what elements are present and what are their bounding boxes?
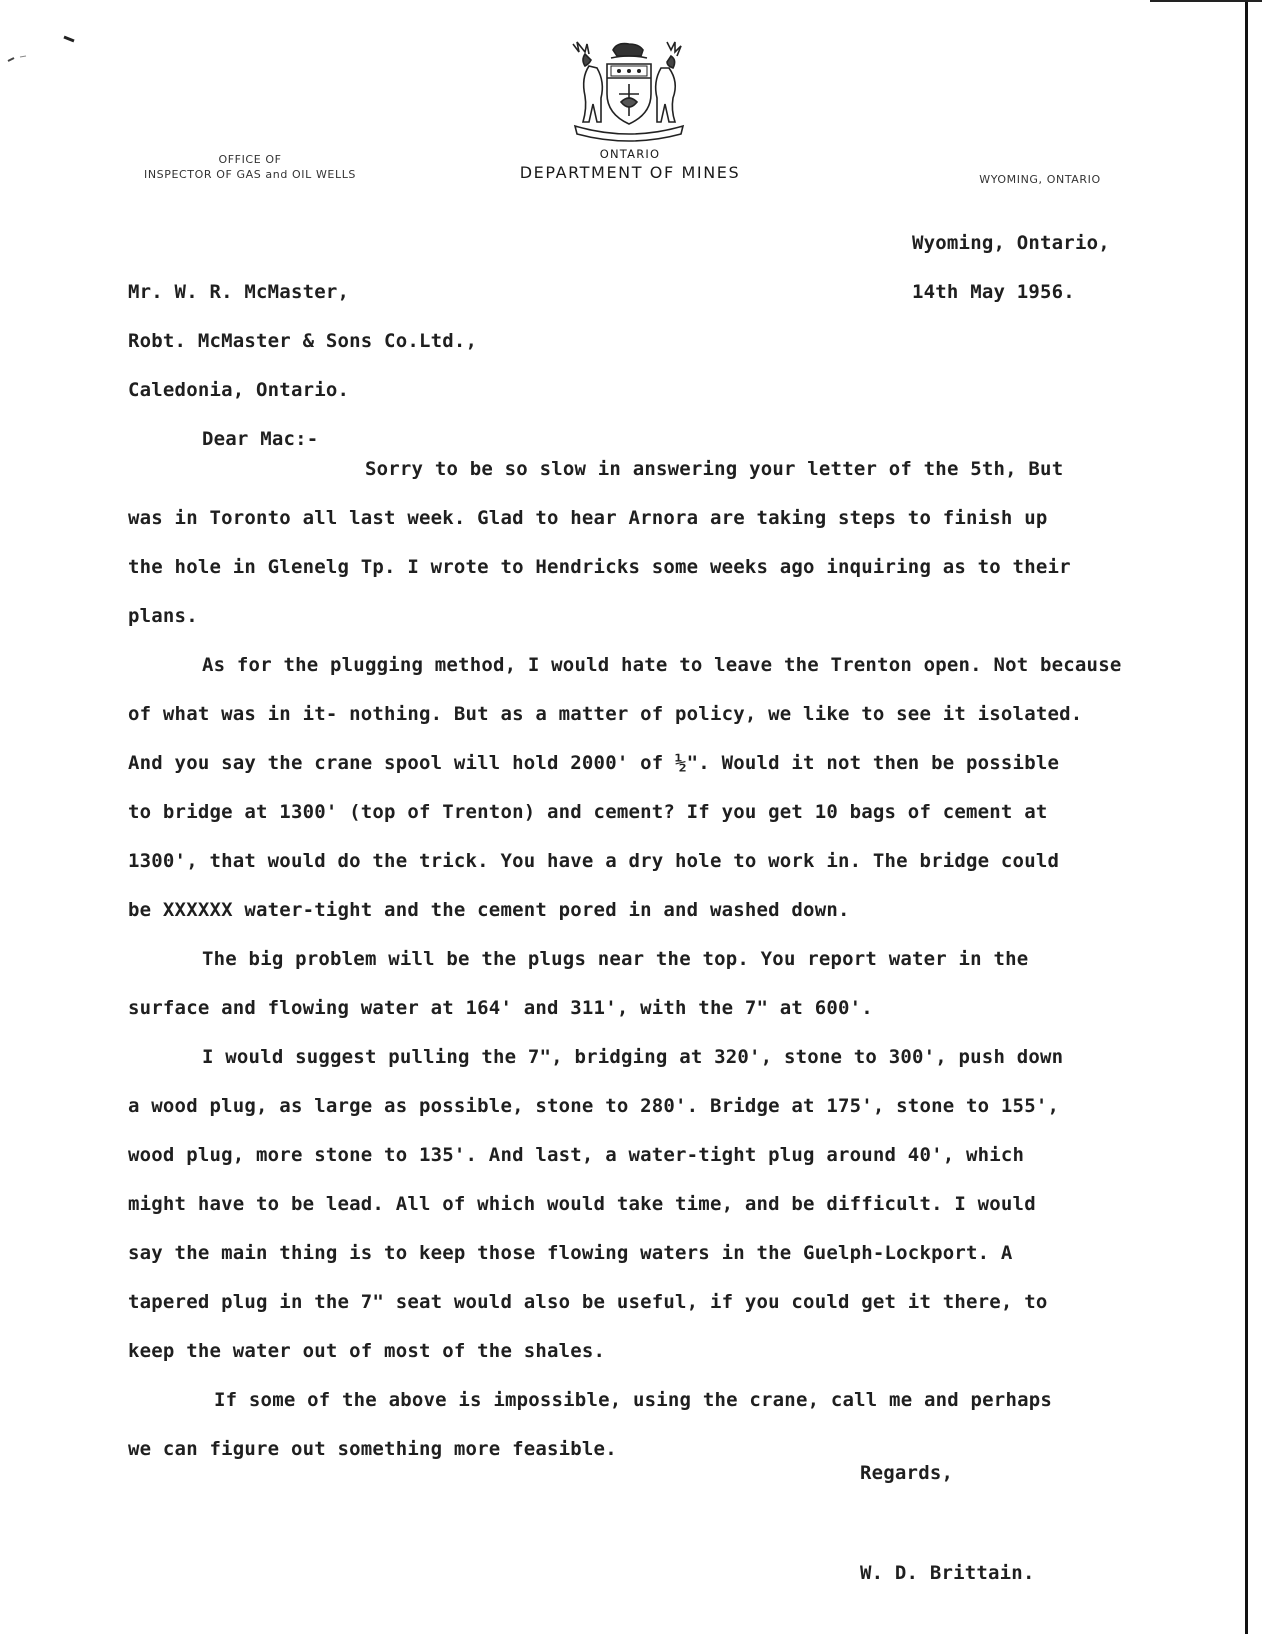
body-line: surface and flowing water at 164' and 311', with the 7" at 600'. bbox=[128, 997, 873, 1019]
letterhead-office-line2: INSPECTOR OF GAS and OIL WELLS bbox=[143, 168, 357, 181]
body-line: to bridge at 1300' (top of Trenton) and cement? If you get 10 bags of cement at bbox=[128, 801, 1048, 823]
body-line: might have to be lead. All of which would take time, and be difficult. I would bbox=[128, 1193, 1036, 1215]
letterhead-office bbox=[130, 152, 370, 182]
salutation: Dear Mac:- bbox=[202, 428, 319, 450]
recipient-name: Mr. W. R. McMaster, bbox=[128, 281, 350, 303]
body-line: the hole in Glenelg Tp. I wrote to Hendricks some weeks ago inquiring as to their bbox=[128, 556, 1071, 578]
body-line: a wood plug, as large as possible, stone to 280'. Bridge at 175', stone to 155', bbox=[128, 1095, 1060, 1117]
body-line: wood plug, more stone to 135'. And last, a water-tight plug around 40', which bbox=[128, 1144, 1025, 1166]
body-line: tapered plug in the 7" seat would also be useful, if you could get it there, to bbox=[128, 1291, 1048, 1313]
letterhead-office-line1: OFFICE OF bbox=[218, 153, 282, 166]
body-line: 1300', that would do the trick. You have a dry hole to work in. The bridge could bbox=[128, 850, 1060, 872]
body-line: As for the plugging method, I would hate to leave the Trenton open. Not because bbox=[202, 654, 1122, 676]
closing: Regards, bbox=[860, 1462, 954, 1484]
body-line: I would suggest pulling the 7", bridging at 320', stone to 300', push down bbox=[202, 1046, 1064, 1068]
recipient-company: Robt. McMaster & Sons Co.Ltd., bbox=[128, 330, 478, 352]
body-line: Sorry to be so slow in answering your letter of the 5th, But bbox=[365, 458, 1064, 480]
letterhead-department-name: DEPARTMENT OF MINES bbox=[519, 163, 741, 182]
page-edge-right bbox=[1245, 0, 1248, 1634]
body-line: And you say the crane spool will hold 2000' of ½". Would it not then be possible bbox=[128, 752, 1060, 774]
ontario-coat-of-arms-icon bbox=[567, 38, 691, 142]
body-line: we can figure out something more feasible. bbox=[128, 1438, 617, 1460]
letterhead-location: WYOMING, ONTARIO bbox=[979, 173, 1101, 186]
letterhead-department bbox=[460, 146, 800, 184]
body-line: If some of the above is impossible, using the crane, call me and perhaps bbox=[214, 1389, 1053, 1411]
body-line: keep the water out of most of the shales. bbox=[128, 1340, 606, 1362]
letterhead-ontario: ONTARIO bbox=[599, 147, 661, 161]
body-line: say the main thing is to keep those flowing waters in the Guelph-Lockport. A bbox=[128, 1242, 1013, 1264]
body-line: The big problem will be the plugs near the top. You report water in the bbox=[202, 948, 1029, 970]
letter-place: Wyoming, Ontario, bbox=[912, 232, 1110, 254]
body-line: be XXXXXX water-tight and the cement pored in and washed down. bbox=[128, 899, 850, 921]
recipient-address: Caledonia, Ontario. bbox=[128, 379, 350, 401]
scan-specks bbox=[0, 28, 90, 68]
body-line: plans. bbox=[128, 605, 198, 627]
letter-date: 14th May 1956. bbox=[912, 281, 1075, 303]
body-line: of what was in it- nothing. But as a matter of policy, we like to see it isolated. bbox=[128, 703, 1083, 725]
page-edge-top bbox=[1150, 0, 1262, 2]
body-line: was in Toronto all last week. Glad to hear Arnora are taking steps to finish up bbox=[128, 507, 1048, 529]
signature: W. D. Brittain. bbox=[860, 1562, 1035, 1584]
